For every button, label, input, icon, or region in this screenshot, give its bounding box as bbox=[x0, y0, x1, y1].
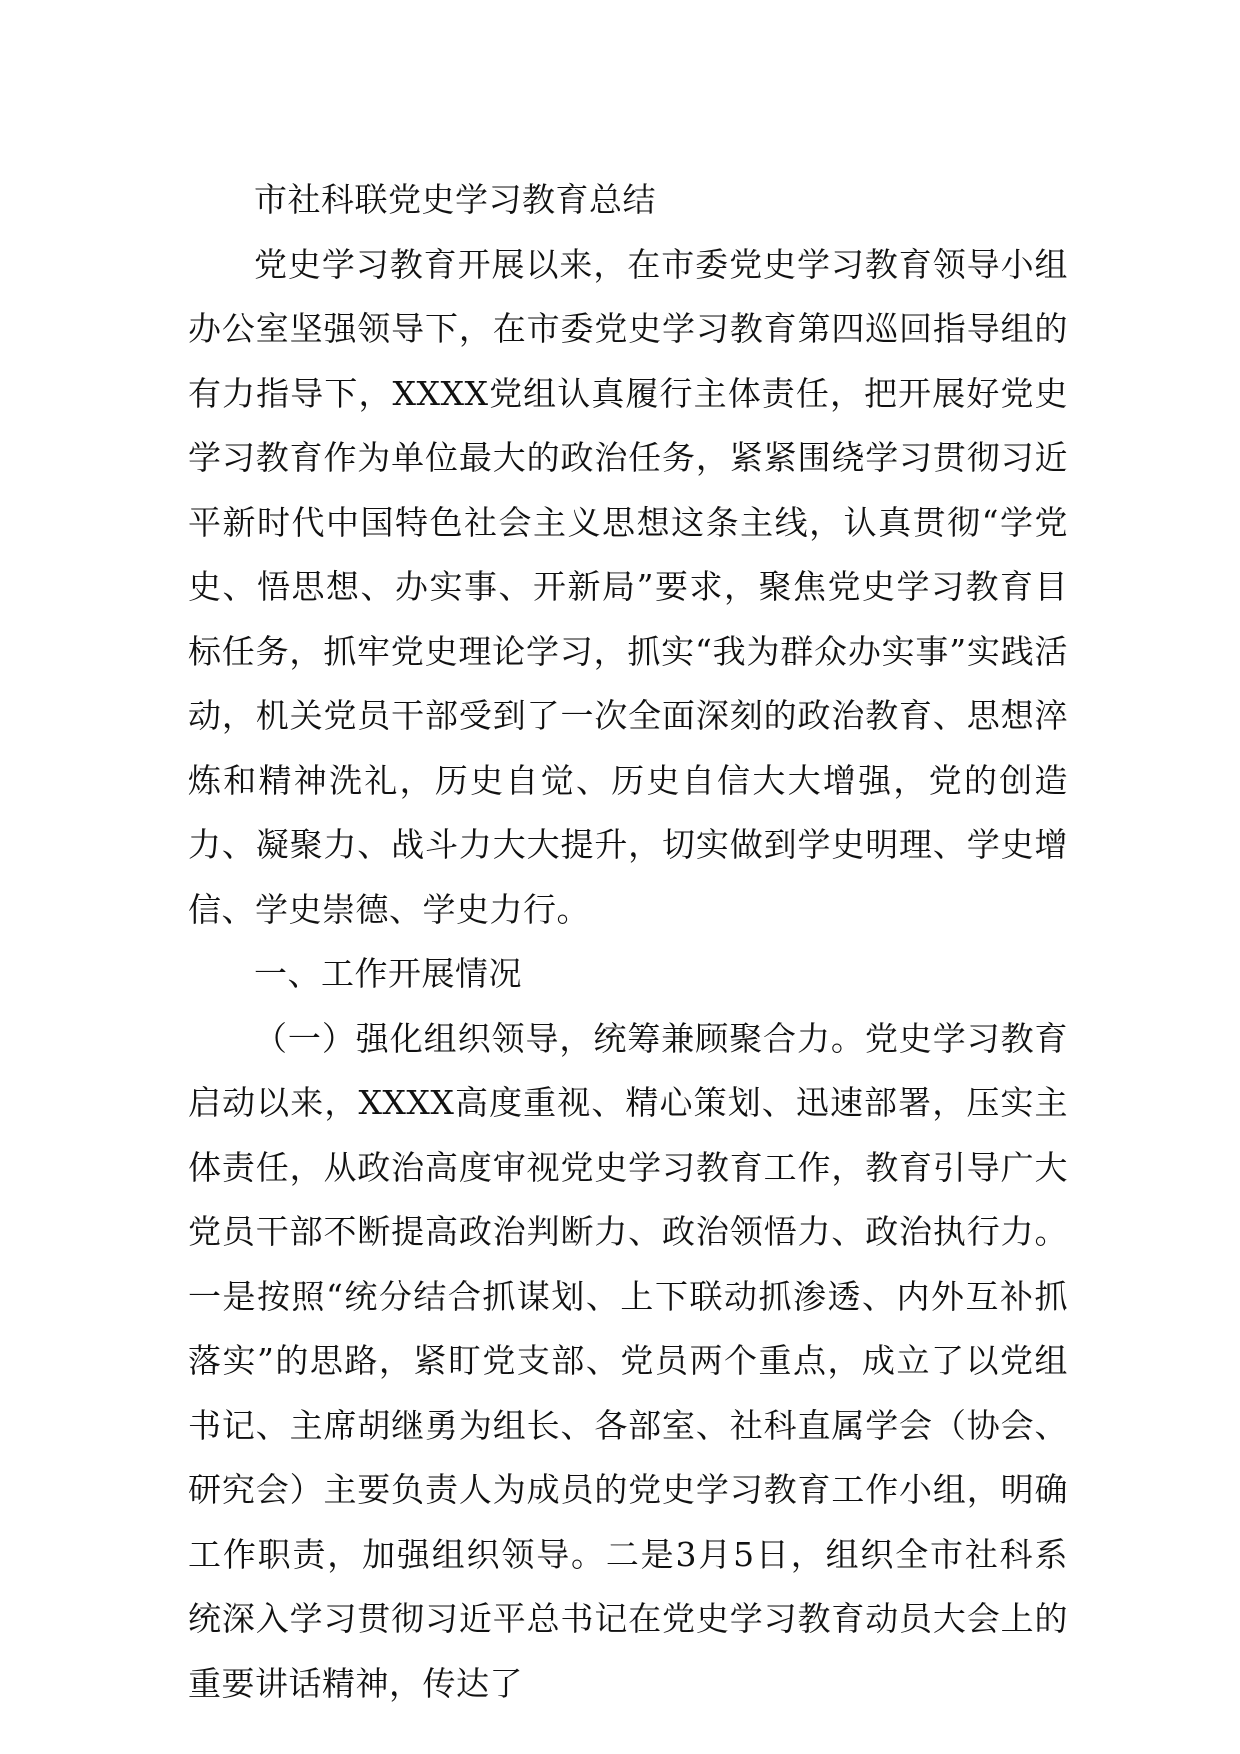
section-paragraph: （一）强化组织领导，统筹兼顾聚合力。党史学习教育启动以来，XXXX高度重视、精心策划、迅速部署，压实主体责任，从政治高度审视党史学习教育工作，教育引导广大党员干部不断提高政治判断力、政治领悟力、政治执行力。一是按照“统分结合抓谋划、上下联动抓渗透、内外互补抓落实”的思路，紧盯党支部、党员两个重点，成立了以党组书记、主席胡继勇为组长、各部室、社科直属学会（协会、研究会）主要负责人为成员的党史学习教育工作小组，明确工作职责，加强组织领导。二是3月5日，组织全市社科系统深入学习贯彻习近平总书记在党史学习教育动员大会上的重要讲话精神，传达了 bbox=[188, 1018, 1068, 1703]
intro-paragraph: 党史学习教育开展以来，在市委党史学习教育领导小组办公室坚强领导下，在市委党史学习教育第四巡回指导组的有力指导下，XXXX党组认真履行主体责任，把开展好党史学习教育作为单位最大的政治任务，紧紧围绕学习贯彻习近平新时代中国特色社会主义思想这条主线，认真贯彻“学党史、悟思想、办实事、开新局”要求，聚焦党史学习教育目标任务，抓牢党史理论学习，抓实“我为群众办实事”实践活动，机关党员干部受到了一次全面深刻的政治教育、思想淬炼和精神洗礼，历史自觉、历史自信大大增强，党的创造力、凝聚力、战斗力大大提升，切实做到学史明理、学史增信、学史崇德、学史力行。 bbox=[188, 244, 1068, 929]
document-title: 市社科联党史学习教育总结 bbox=[254, 180, 656, 219]
section-heading: 一、工作开展情况 bbox=[254, 954, 522, 993]
document-body bbox=[188, 168, 1068, 1716]
